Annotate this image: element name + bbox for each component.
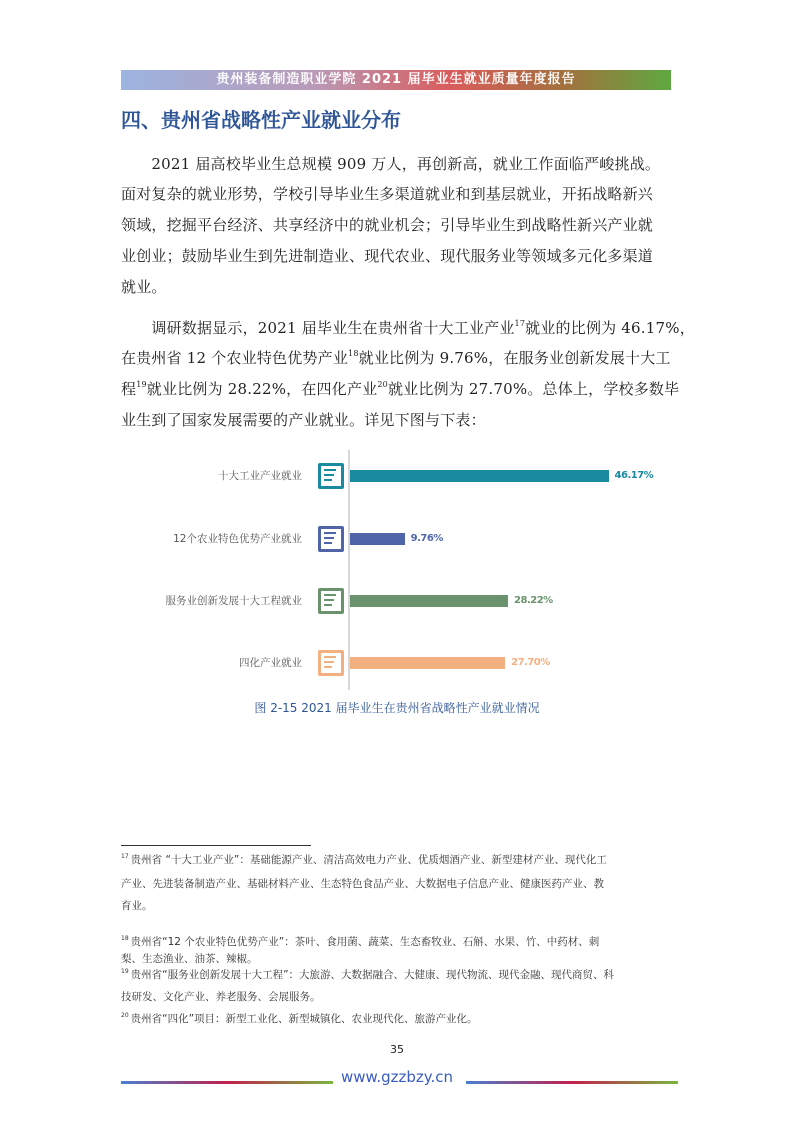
chart-caption: 图 2-15 2021 届毕业生在贵州省战略性产业就业情况 <box>254 701 540 715</box>
footnote-line: $^{20}$ 贵州省“四化”项目：新型工业化、新型城镇化、农业现代化、旅游产业化。 <box>121 1012 478 1025</box>
footnote-line: 梨、生态渔业、油茶、辣椒。 <box>121 953 258 965</box>
category-label: 四化产业就业 <box>239 657 302 669</box>
footnote-line: 技研发、文化产业、养老服务、会展服务。 <box>121 991 321 1003</box>
para2-line: 业生到了国家发展需要的产业就业。详见下图与下表： <box>121 411 486 429</box>
data-label: 46.17% <box>614 470 654 481</box>
category-label: 12个农业特色优势产业就业 <box>173 533 302 545</box>
edit-document-icon <box>318 650 344 676</box>
para2-line: 在贵州省 12 个农业特色优势产业$^{18}$就业比例为 9.76%，在服务业创新发展十大工 <box>121 349 671 367</box>
para1-line: 面对复杂的就业形势，学校引导毕业生多渠道就业和到基层就业，开拓战略新兴 <box>121 185 654 203</box>
para1-line: 就业。 <box>121 278 167 296</box>
data-label: 27.70% <box>511 657 550 668</box>
bar <box>350 470 609 482</box>
footnote-divider <box>121 845 311 846</box>
bar-chart <box>0 450 794 700</box>
data-label: 9.76% <box>410 533 443 544</box>
footnote-line: 产业、先进装备制造产业、基础材料产业、生态特色食品产业、大数据电子信息产业、健康医药产业、教 <box>121 878 604 890</box>
category-label: 服务业创新发展十大工程就业 <box>165 595 302 607</box>
edit-document-icon <box>318 588 344 614</box>
website-link[interactable]: www.gzzbzy.cn <box>340 1068 454 1086</box>
section-title: 四、贵州省战略性产业就业分布 <box>121 108 401 132</box>
report-header-banner <box>121 70 671 90</box>
footnote-line: $^{18}$ 贵州省“12 个农业特色优势产业”：茶叶、食用菌、蔬菜、生态畜牧业、石斛、水果、竹、中药材、刺 <box>121 935 600 948</box>
para1-line: 领域，挖掘平台经济、共享经济中的就业机会；引导毕业生到战略性新兴产业就 <box>121 216 654 234</box>
para2-line: 调研数据显示，2021 届毕业生在贵州省十大工业产业$^{17}$就业的比例为 46.17%， <box>121 319 695 337</box>
footnote-line: $^{19}$ 贵州省“服务业创新发展十大工程”：大旅游、大数据融合、大健康、现代物流、现代金融、现代商贸、科 <box>121 968 615 981</box>
para1-line: 2021 届高校毕业生总规模 909 万人，再创新高，就业工作面临严峻挑战。 <box>121 155 661 173</box>
bar <box>350 657 505 669</box>
para2-line: 程$^{19}$就业比例为 28.22%，在四化产业$^{20}$就业比例为 27.70%。总体上，学校多数毕 <box>121 380 680 398</box>
category-label: 十大工业产业就业 <box>218 470 302 482</box>
edit-document-icon <box>318 463 344 489</box>
bar <box>350 533 405 545</box>
data-label: 28.22% <box>514 595 553 606</box>
footnote-line: $^{17}$ 贵州省 “十大工业产业”：基础能源产业、清洁高效电力产业、优质烟酒产业、新型建材产业、现代化工 <box>121 853 607 866</box>
para1-line: 业创业；鼓励毕业生到先进制造业、现代农业、现代服务业等领域多元化多渠道 <box>121 247 654 265</box>
chart-axis <box>348 450 350 690</box>
page-number: 35 <box>390 1043 404 1056</box>
edit-document-icon <box>318 526 344 552</box>
bar <box>350 595 508 607</box>
report-title: 贵州装备制造职业学院 2021 届毕业生就业质量年度报告 <box>216 72 576 87</box>
footnote-line: 育业。 <box>121 900 153 912</box>
